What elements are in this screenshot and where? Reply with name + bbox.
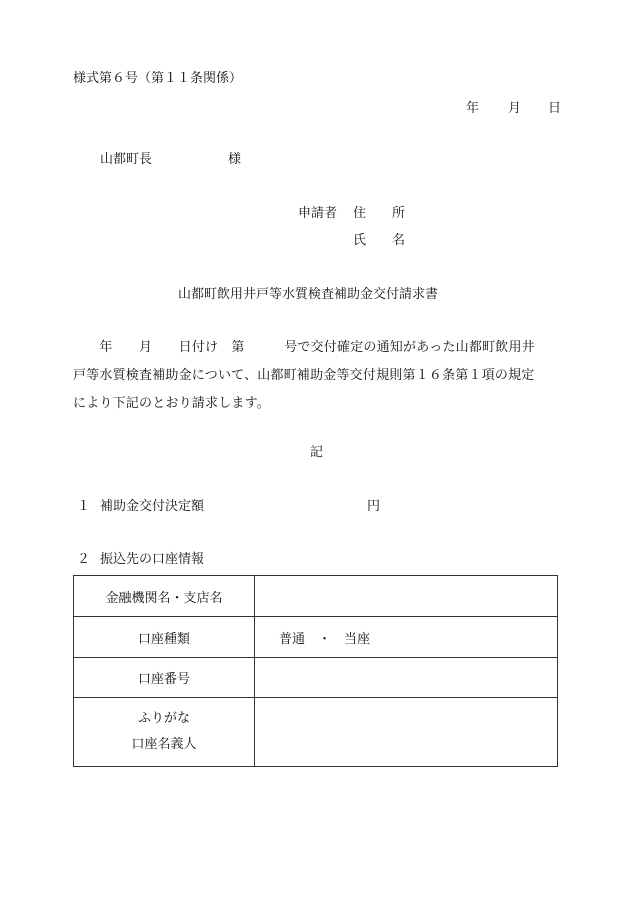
furigana-label: ふりがな	[137, 711, 190, 726]
item2-label: 振込先の口座情報	[100, 552, 205, 567]
item1-number: １	[77, 499, 91, 514]
table-row	[74, 698, 558, 767]
ki-heading: 記	[310, 445, 324, 460]
account-type-label: 口座種類	[74, 617, 255, 658]
account-number-label: 口座番号	[74, 658, 255, 698]
table-row	[74, 576, 558, 617]
item1-label: 補助金交付決定額	[100, 499, 205, 514]
applicant-address-label: 住 所	[353, 206, 406, 221]
bank-account-table	[73, 575, 558, 767]
institution-label: 金融機関名・支店名	[74, 576, 255, 617]
account-number-value-cell	[255, 658, 558, 698]
addressee-name: 山都町長	[100, 152, 153, 167]
holder-label: 口座名義人	[131, 737, 197, 752]
date-day: 日	[548, 101, 562, 116]
form-number: 様式第６号（第１１条関係）	[73, 71, 243, 86]
date-month: 月	[508, 101, 522, 116]
holder-value-cell	[255, 698, 558, 767]
account-type-value: 普通 ・ 当座	[255, 617, 558, 658]
item1-unit: 円	[367, 499, 381, 514]
body-line-2: 戸等水質検査補助金について、山都町補助金等交付規則第１６条第１項の規定	[73, 368, 535, 383]
addressee-honorific: 様	[228, 152, 242, 167]
applicant-name-label: 氏 名	[353, 233, 406, 248]
institution-value-cell	[255, 576, 558, 617]
table-row	[74, 617, 558, 658]
document-title: 山都町飲用井戸等水質検査補助金交付請求書	[178, 287, 439, 302]
body-paragraph	[73, 334, 583, 418]
body-line-1: 年 月 日付け 第 号で交付確定の通知があった山都町飲用井	[73, 340, 535, 355]
applicant-label: 申請者	[298, 206, 338, 221]
table-row	[74, 658, 558, 698]
item2-number: ２	[77, 552, 91, 567]
body-line-3: により下記のとおり請求します。	[73, 396, 270, 411]
date-year: 年	[466, 101, 480, 116]
holder-label-cell	[74, 698, 255, 767]
